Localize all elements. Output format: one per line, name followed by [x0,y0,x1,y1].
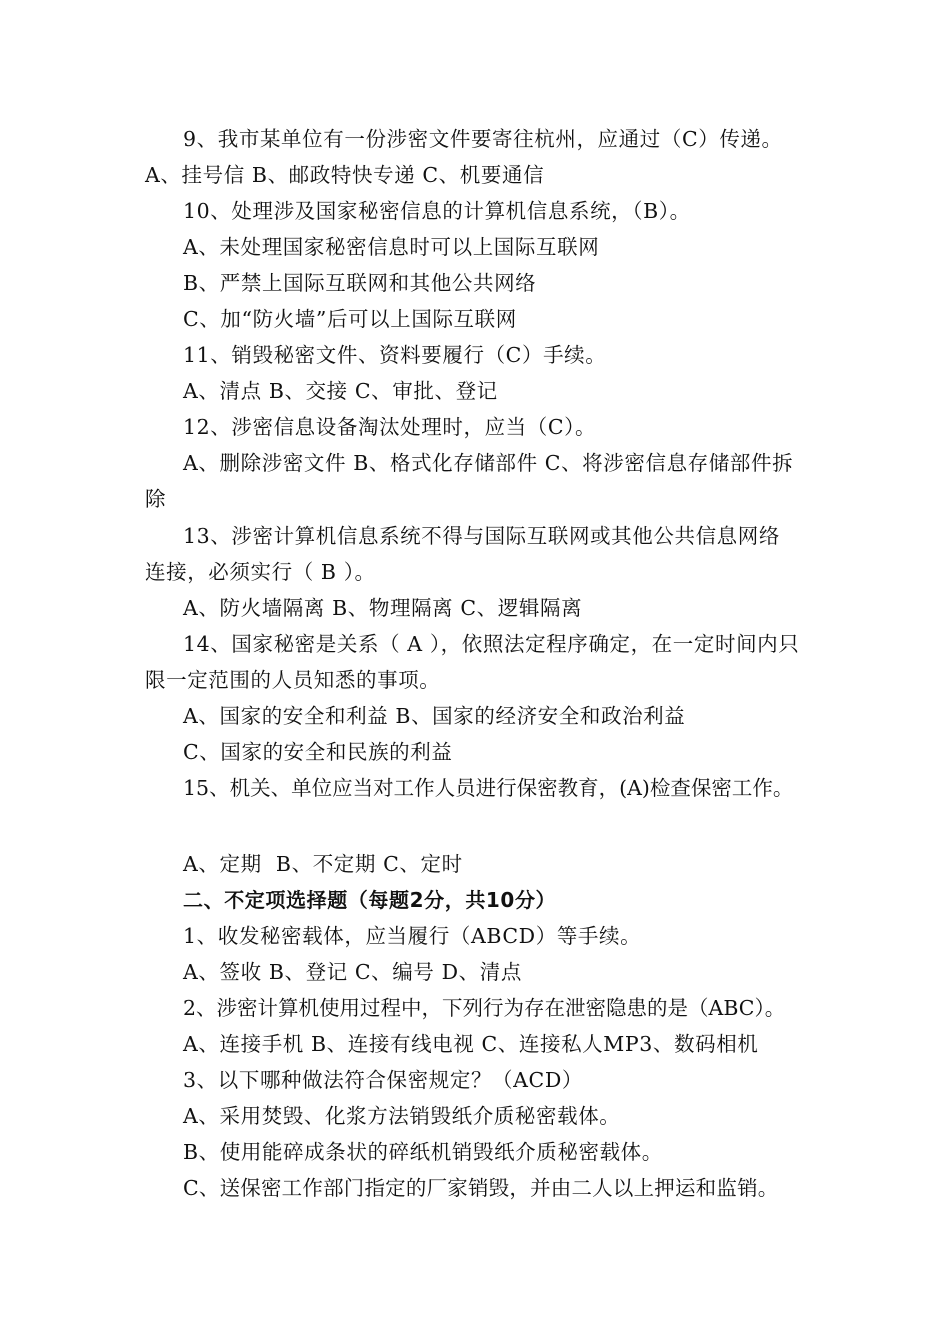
multi-question-2: 2、涉密计算机使用过程中，下列行为存在泄密隐患的是（ABC）。 [183,996,786,1020]
multi-question-3-option-b: B、使用能碎成条状的碎纸机销毁纸介质秘密载体。 [183,1140,663,1164]
question-11: 11、销毁秘密文件、资料要履行（C）手续。 [183,343,607,367]
multi-question-2-options: A、连接手机 B、连接有线电视 C、连接私人MP3、数码相机 [183,1032,759,1056]
question-9: 9、我市某单位有一份涉密文件要寄往杭州，应通过（C）传递。 [183,127,783,151]
question-14-option-c: C、国家的安全和民族的利益 [183,740,453,764]
question-10: 10、处理涉及国家秘密信息的计算机信息系统，（B）。 [183,199,691,223]
question-12-options: A、删除涉密文件 B、格式化存储部件 C、将涉密信息存储部件拆 [183,451,794,475]
multi-question-3: 3、以下哪种做法符合保密规定？（ACD） [183,1068,583,1092]
question-14-options-ab: A、国家的安全和利益 B、国家的经济安全和政治利益 [183,704,686,728]
question-13-continued: 连接，必须实行（ B ）。 [145,560,376,584]
question-14-continued: 限一定范围的人员知悉的事项。 [145,668,441,692]
multi-question-3-option-c: C、送保密工作部门指定的厂家销毁，并由二人以上押运和监销。 [183,1176,779,1200]
multi-question-3-option-a: A、采用焚毁、化浆方法销毁纸介质秘密载体。 [183,1104,621,1128]
question-11-options: A、清点 B、交接 C、审批、登记 [183,379,498,403]
question-15-options: A、定期 B、不定期 C、定时 [183,852,463,876]
question-10-option-c: C、加“防火墙”后可以上国际互联网 [183,307,517,331]
question-9-options: A、挂号信 B、邮政特快专递 C、机要通信 [145,163,545,187]
question-13: 13、涉密计算机信息系统不得与国际互联网或其他公共信息网络 [183,524,780,548]
question-14: 14、国家秘密是关系（ A ），依照法定程序确定，在一定时间内只 [183,632,800,656]
multi-question-1: 1、收发秘密载体，应当履行（ABCD）等手续。 [183,924,642,948]
question-15: 15、机关、单位应当对工作人员进行保密教育，(A)检查保密工作。 [183,776,794,800]
question-10-option-b: B、严禁上国际互联网和其他公共网络 [183,271,537,295]
question-13-options: A、防火墙隔离 B、物理隔离 C、逻辑隔离 [183,596,583,620]
question-12-options-continued: 除 [145,487,167,511]
question-12: 12、涉密信息设备淘汰处理时，应当（C）。 [183,415,597,439]
section-heading: 二、不定项选择题（每题2分，共10分） [183,888,557,912]
question-10-option-a: A、未处理国家秘密信息时可以上国际互联网 [183,235,600,259]
multi-question-1-options: A、签收 B、登记 C、编号 D、清点 [183,960,522,984]
